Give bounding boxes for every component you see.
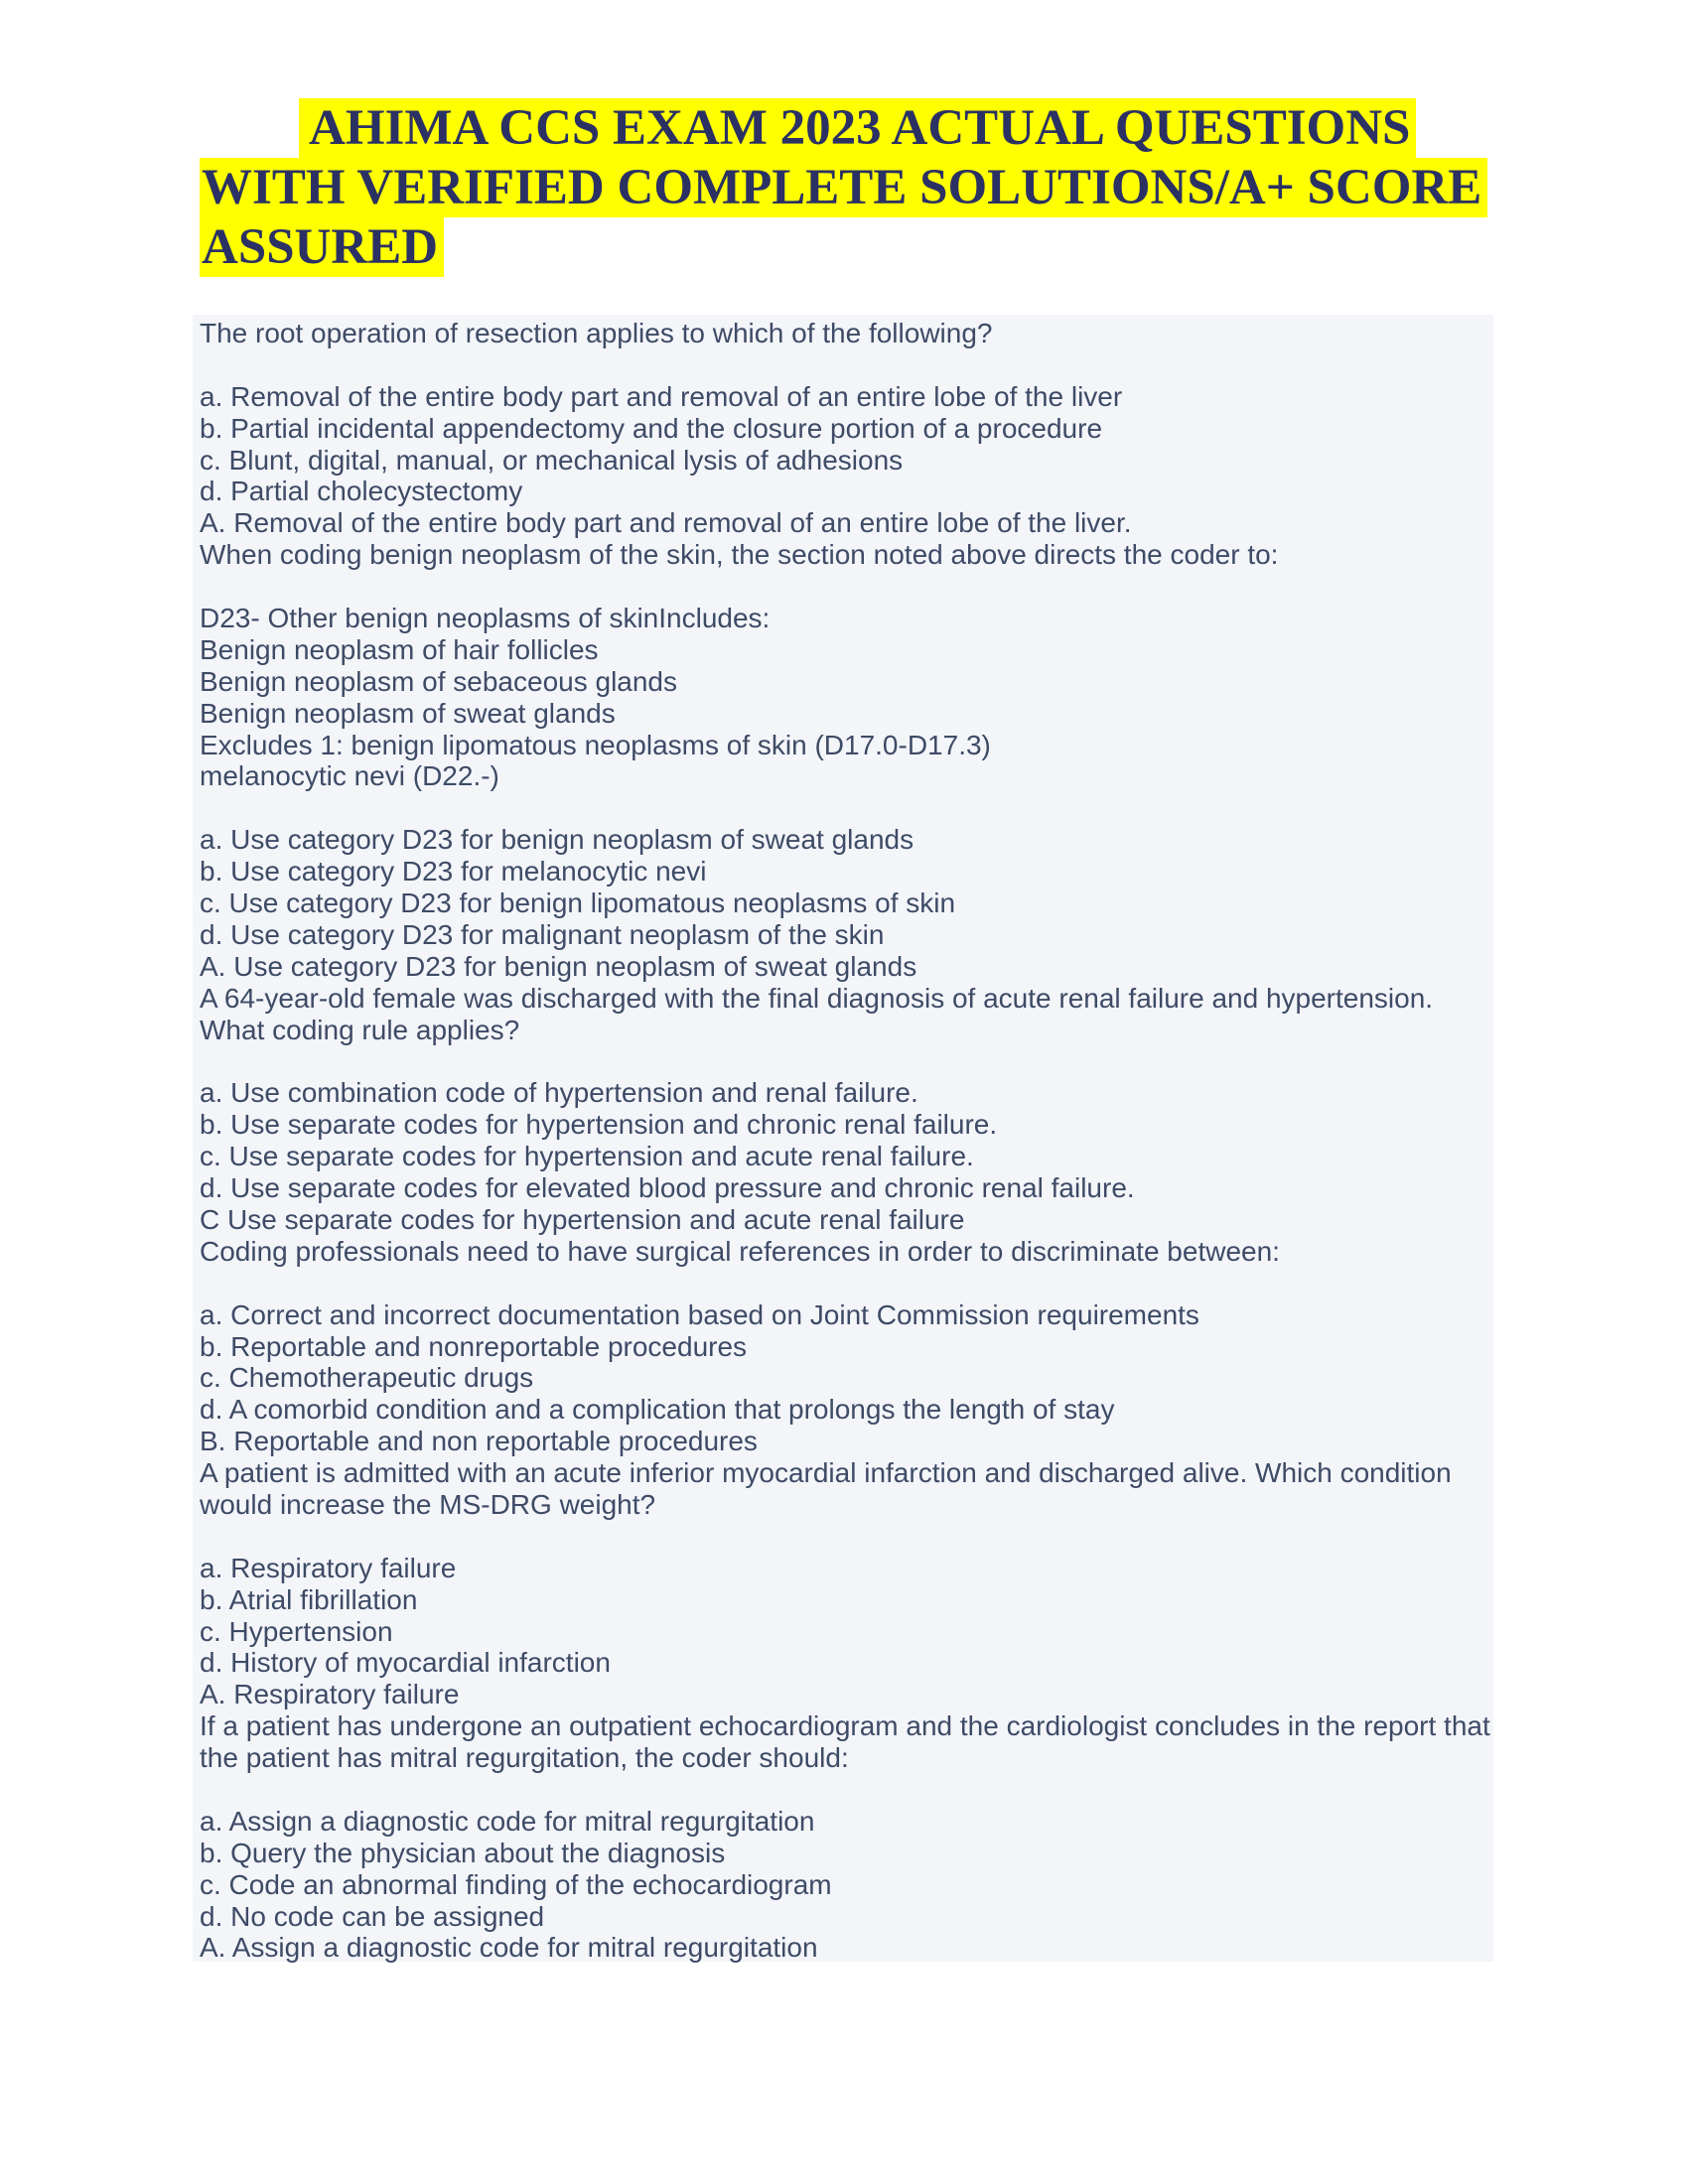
text-line: d. History of myocardial infarction — [200, 1647, 611, 1679]
text-line: c. Blunt, digital, manual, or mechanical lysis of adhesions — [200, 444, 904, 476]
text-line: A. Respiratory failure — [200, 1679, 460, 1710]
title-highlight: WITH VERIFIED COMPLETE SOLUTIONS/A+ SCORE — [200, 158, 1487, 217]
title-line-2 — [200, 158, 1487, 217]
question-content — [193, 315, 1493, 1962]
text-line: B. Reportable and non reportable procedures — [200, 1426, 758, 1457]
text-line: The root operation of resection applies to which of the following? — [200, 318, 993, 348]
text-line: Benign neoplasm of sebaceous glands — [200, 665, 678, 697]
text-line: c. Code an abnormal finding of the echocardiogram — [200, 1868, 832, 1900]
text-line: D23- Other benign neoplasms of skinIncludes: — [200, 603, 771, 634]
text-line: d. Partial cholecystectomy — [200, 476, 523, 507]
text-line: A. Assign a diagnostic code for mitral regurgitation — [200, 1932, 818, 1964]
text-line: d. No code can be assigned — [200, 1900, 545, 1932]
text-line: A. Use category D23 for benign neoplasm of sweat glands — [200, 950, 917, 982]
text-line: b. Query the physician about the diagnosis — [200, 1837, 726, 1868]
title-line-1 — [200, 98, 1487, 158]
text-line: b. Reportable and nonreportable procedures — [200, 1330, 748, 1362]
text-line — [200, 1774, 1493, 1806]
text-line: Benign neoplasm of sweat glands — [200, 697, 616, 729]
text-line: If a patient has undergone an outpatient echocardiogram and the cardiologist concludes in the report that — [200, 1710, 1490, 1742]
text-line: a. Removal of the entire body part and removal of an entire lobe of the liver — [200, 380, 1123, 412]
text-line: would increase the MS-DRG weight? — [200, 1488, 656, 1520]
text-line: Benign neoplasm of hair follicles — [200, 633, 599, 665]
text-line: c. Chemotherapeutic drugs — [200, 1362, 534, 1394]
text-line: c. Use separate codes for hypertension and acute renal failure. — [200, 1141, 974, 1172]
text-line: d. Use category D23 for malignant neoplasm of the skin — [200, 918, 885, 950]
text-line: Coding professionals need to have surgical references in order to discriminate between: — [200, 1235, 1280, 1267]
text-line: d. Use separate codes for elevated blood pressure and chronic renal failure. — [200, 1172, 1135, 1204]
text-line: the patient has mitral regurgitation, the coder should: — [200, 1742, 849, 1774]
text-line: melanocytic nevi (D22.-) — [200, 760, 499, 792]
document-title — [200, 98, 1487, 277]
text-line — [200, 1268, 1493, 1299]
text-line: c. Use category D23 for benign lipomatous neoplasms of skin — [200, 887, 956, 919]
title-highlight: AHIMA CCS EXAM 2023 ACTUAL QUESTIONS — [299, 98, 1416, 158]
text-line: b. Use category D23 for melanocytic nevi — [200, 856, 707, 887]
text-line: a. Correct and incorrect documentation based on Joint Commission requirements — [200, 1298, 1199, 1330]
title-highlight: ASSURED — [200, 217, 444, 277]
title-line-3 — [200, 217, 1487, 277]
text-line — [200, 1045, 1493, 1077]
text-line: b. Use separate codes for hypertension and chronic renal failure. — [200, 1109, 998, 1141]
text-line: A. Removal of the entire body part and removal of an entire lobe of the liver. — [200, 507, 1132, 539]
text-line: c. Hypertension — [200, 1615, 393, 1647]
text-line: A 64-year-old female was discharged with the final diagnosis of acute renal failure and hypertension. — [200, 982, 1434, 1014]
text-line: a. Assign a diagnostic code for mitral regurgitation — [200, 1805, 815, 1837]
text-line: When coding benign neoplasm of the skin, the section noted above directs the coder to: — [200, 539, 1279, 571]
text-line: A patient is admitted with an acute inferior myocardial infarction and discharged alive. Which condition — [200, 1457, 1452, 1489]
text-line: d. A comorbid condition and a complication that prolongs the length of stay — [200, 1394, 1115, 1426]
text-line: a. Use combination code of hypertension and renal failure. — [200, 1077, 918, 1109]
text-line: b. Atrial fibrillation — [200, 1583, 418, 1615]
text-line — [200, 792, 1493, 824]
text-line — [200, 1521, 1493, 1553]
text-line: C Use separate codes for hypertension and acute renal failure — [200, 1203, 965, 1235]
text-line: Excludes 1: benign lipomatous neoplasms of skin (D17.0-D17.3) — [200, 729, 991, 760]
text-line — [200, 571, 1493, 603]
text-line: a. Use category D23 for benign neoplasm of sweat glands — [200, 824, 914, 856]
text-line: b. Partial incidental appendectomy and the closure portion of a procedure — [200, 412, 1103, 444]
text-line: a. Respiratory failure — [200, 1552, 457, 1583]
text-line: What coding rule applies? — [200, 1014, 520, 1045]
text-line — [200, 349, 1493, 381]
